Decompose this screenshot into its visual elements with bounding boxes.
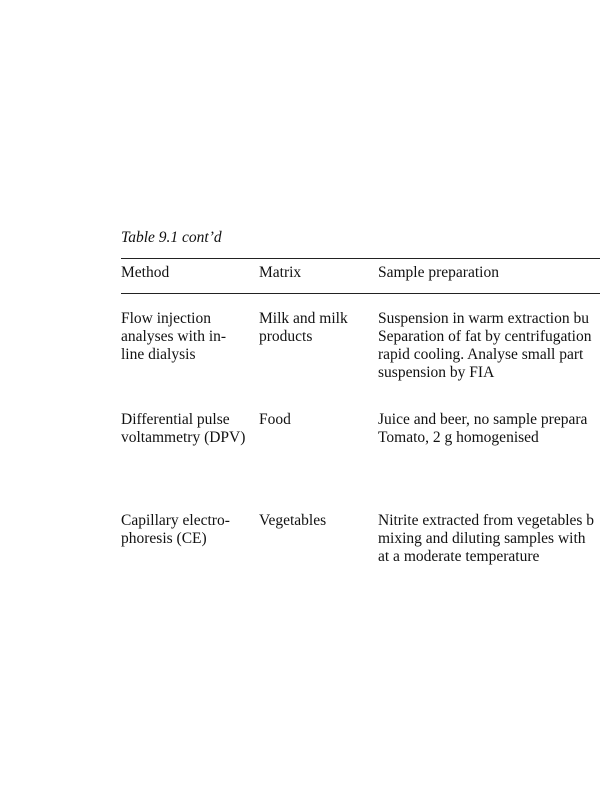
cell-line: rapid cooling. Analyse small part	[378, 346, 584, 363]
cell-line: Suspension in warm extraction bu	[378, 310, 589, 327]
cell-line: Differential pulse	[121, 411, 230, 428]
cell-line: line dialysis	[121, 346, 196, 363]
cell-line: Juice and beer, no sample prepara	[378, 411, 588, 428]
cell-line: Milk and milk	[259, 310, 348, 327]
cell-line: mixing and diluting samples with	[378, 530, 586, 547]
table-cell-sample-preparation	[378, 310, 591, 382]
table-cell-matrix	[259, 411, 291, 429]
table-cell-method	[121, 411, 245, 447]
table-cell-method	[121, 310, 226, 364]
header-method: Method	[121, 264, 170, 281]
table-cell-sample-preparation	[378, 411, 587, 447]
cell-line: Food	[259, 411, 291, 428]
cell-line: voltammetry (DPV)	[121, 429, 246, 446]
table-top-rule	[121, 258, 600, 259]
cell-line: analyses with in-	[121, 328, 227, 345]
table-cell-sample-preparation	[378, 512, 594, 566]
cell-line: suspension by FIA	[378, 364, 495, 381]
header-sample-preparation: Sample preparation	[378, 264, 499, 281]
cell-line: at a moderate temperature	[378, 548, 540, 565]
cell-line: Vegetables	[259, 512, 327, 529]
table-cell-matrix	[259, 512, 326, 530]
table-cell-matrix	[259, 310, 348, 346]
table-header-rule	[121, 293, 600, 294]
table-caption: Table 9.1 cont’d	[121, 229, 222, 246]
cell-line: Tomato, 2 g homogenised	[378, 429, 539, 446]
cell-line: Flow injection	[121, 310, 211, 327]
cell-line: Capillary electro-	[121, 512, 230, 529]
cell-line: Separation of fat by centrifugation	[378, 328, 592, 345]
cell-line: phoresis (CE)	[121, 530, 207, 547]
cell-line: products	[259, 328, 313, 345]
cell-line: Nitrite extracted from vegetables b	[378, 512, 595, 529]
header-matrix: Matrix	[259, 264, 302, 281]
table-cell-method	[121, 512, 230, 548]
